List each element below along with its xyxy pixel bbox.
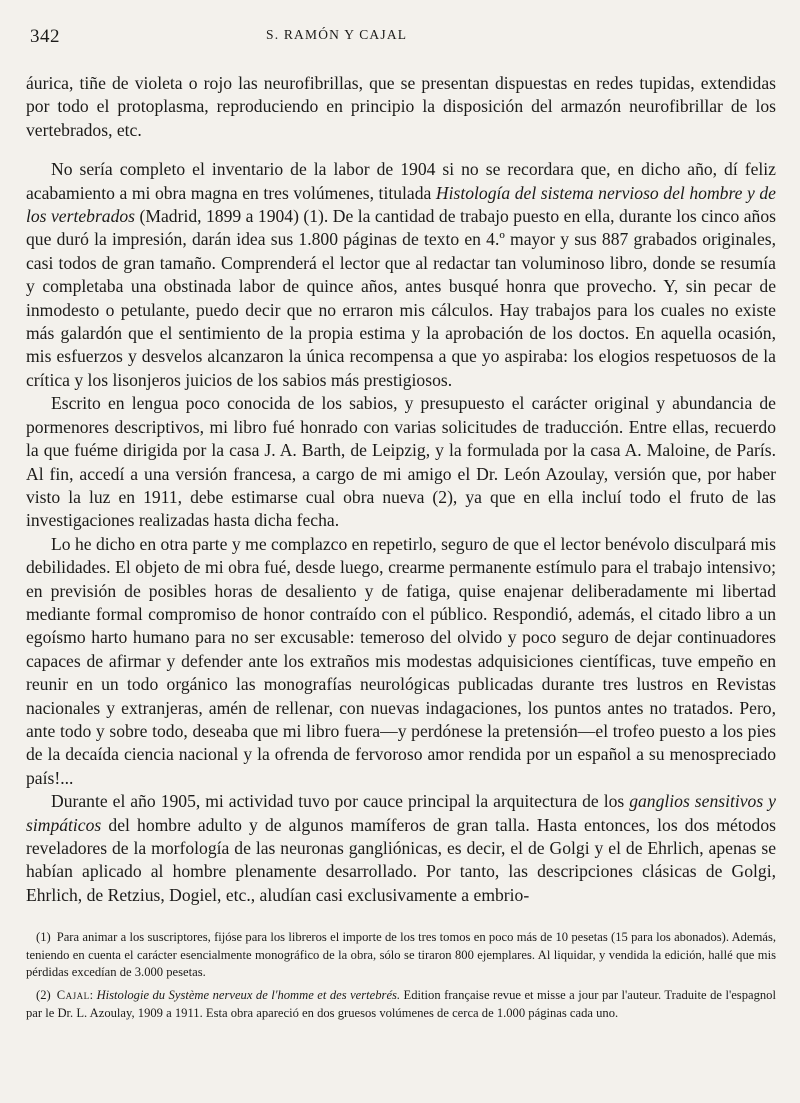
paragraph-continuation [26, 72, 776, 142]
book-page [26, 18, 776, 1093]
footnote-marker: (1) [36, 930, 51, 945]
paragraph-1905-ganglia [26, 790, 776, 907]
paragraph-translation [26, 392, 776, 532]
text-segment: : [89, 988, 97, 1003]
footnote-1 [26, 929, 776, 981]
text-segment: Durante el año 1905, mi actividad tuvo por cauce principal la arquitectura de los [51, 791, 630, 812]
text-segment: del hombre adulto y de algunos mamíferos de gran talla. Hasta entonces, los dos métodos reveladores de la morfología de las neuronas gangliónicas, es decir, el de Golgi y el de Ehrlich, apenas se habían aplicado al hombre plenamente desarrollado. Por tanto, las descripciones clásicas de Golgi, Ehrlich, de Retzius, Dogiel, etc., aludían casi exclusivamente a embrio- [26, 814, 776, 905]
page-header [26, 18, 776, 52]
body-text [26, 72, 776, 907]
footnotes [26, 929, 776, 1022]
running-head: S. RAMÓN Y CAJAL [266, 27, 408, 42]
text-segment: áurica, tiñe de violeta o rojo las neurofibrillas, que se presentan dispuestas en redes tupidas, extendidas por todo el protoplasma, reproduciendo en principio la disposición del armazón neurofibrillar de los vertebrados, etc. [26, 73, 776, 140]
page-number: 342 [30, 26, 60, 47]
text-segment: Escrito en lengua poco conocida de los sabios, y presupuesto el carácter original y abundancia de pormenores descriptivos, mi libro fué honrado con varias solicitudes de traducción. Entre ellas, recuerdo la que fuéme dirigida por la casa J. A. Barth, de Leipzig, y la formulada por la casa A. Maloine, de París. Al fin, accedí a una versión francesa, a cargo de mi amigo el Dr. León Azoulay, versión que, por haber visto la luz en 1911, debe estimarse cual obra nueva (2), ya que en ella incluí todo el fruto de las investigaciones realizadas hasta dicha fecha. [26, 393, 776, 531]
text-segment: Lo he dicho en otra parte y me complazco en repetirlo, seguro de que el lector benévolo disculpará mis debilidades. El objeto de mi obra fué, desde luego, crearme permanente estímulo para el trabajo intensivo; en previsión de posibles horas de desaliento y de fatiga, quise enajenar deliberadamente mi libertad mediante formal compromiso de honor contraído con el público. Respondió, además, el citado libro a un egoísmo harto humano para no ser excusable: temeroso del olvido y poco seguro de dejar continuadores capaces de afirmar y defender ante los extraños mis modestas adquisiciones científicas, tuve empeño en reunir en un todo orgánico las monografías neurológicas publicadas durante tres lustros en Revistas nacionales y extranjeras, amén de rellenar, con nuevas indagaciones, los puntos antes no tratados. Pero, ante todo y sobre todo, deseaba que mi libro fuera—y perdónese la pretensión—el trofeo puesto a los pies de la decaída ciencia nacional y la ofrenda de fervoroso amor rendida por un español a su menospreciado país!... [26, 533, 776, 788]
paragraph-motives [26, 533, 776, 790]
paragraph-inventory-1904 [26, 158, 776, 392]
text-segment: No sería completo el inventario de la labor de 1904 si no se recordara que, en dicho año, dí feliz acabamiento a mi obra magna en tres volúmenes, titulada [26, 159, 776, 203]
italic-text-segment: Histología del sistema nervioso del hombre y de los vertebrados [26, 182, 776, 227]
italic-text-segment: ganglios sensitivos y simpáticos [26, 791, 776, 835]
text-segment: Cajal [56, 988, 90, 1003]
text-segment: Edition française revue et misse a jour par l'auteur. Traduite de l'espagnol par le Dr. L. Azoulay, 1909 a 1911. Esta obra apareció en dos gruesos volúmenes de cerca de 1.000 páginas cada uno. [26, 988, 776, 1020]
text-segment: (Madrid, 1899 a 1904) (1). De la cantidad de trabajo puesto en ella, durante los cinco años que duró la impresión, darán idea sus 1.800 páginas de texto en 4.º mayor y sus 887 grabados originales, casi todos de gran tamaño. Comprenderá el lector que al redactar tan voluminoso libro, donde se resumía y completaba una obstinada labor de quince años, antes busqué honra que provecho. Y, sin pecar de inmodesto o petulante, puedo decir que no erraron mis cálculos. Hay trabajos para los cuales no existe más galardón que el sentimiento de la propia estima y la aprobación de los doctos. En aquella ocasión, mis esfuerzos y desvelos alcanzaron la única recompensa a que yo aspiraba: los elogios respetuosos de la crítica y los lisonjeros juicios de los sabios más prestigiosos. [26, 206, 776, 390]
text-segment: Para animar a los suscriptores, fijóse para los libreros el importe de los tres tomos en poco más de 10 pesetas (15 para los abonados). Además, teniendo en cuenta el carácter esencialmente monográfico de la obra, sólo se tiraron 800 ejemplares. Al liquidar, y vendida la edición, hallé que mis pérdidas excedían de 3.000 pesetas. [26, 930, 776, 980]
footnote-marker: (2) [36, 988, 51, 1003]
footnote-2 [26, 987, 776, 1022]
italic-text-segment: Histologie du Système nerveux de l'homme et des vertebrés. [96, 988, 401, 1003]
paragraph-gap [26, 142, 776, 158]
